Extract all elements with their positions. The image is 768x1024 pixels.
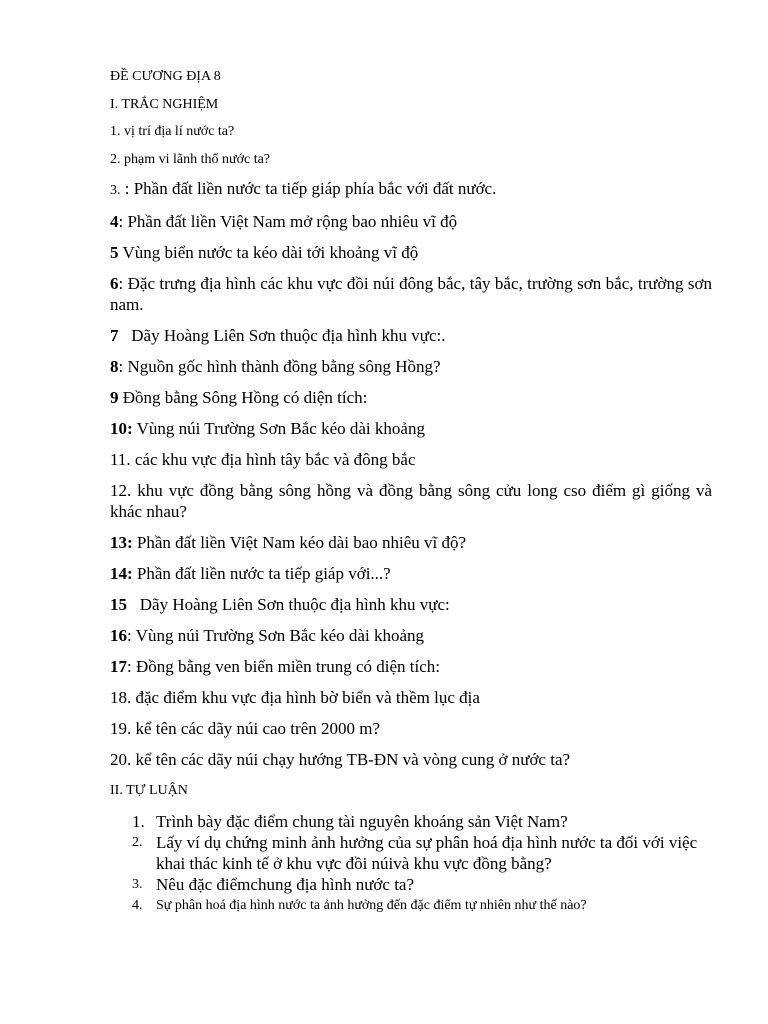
section-heading-essay: II. TỰ LUẬN <box>110 783 188 798</box>
question-6 <box>110 273 712 315</box>
essay-number: 4. <box>132 898 143 913</box>
question-number: 1. <box>110 124 121 139</box>
question-number: 20. <box>110 750 132 769</box>
question-10 <box>110 418 712 439</box>
question-7 <box>110 325 712 346</box>
question-number: 5 <box>110 243 119 262</box>
question-11 <box>110 449 712 470</box>
question-text: Phần đất liền nước ta tiếp giáp với...? <box>132 564 391 583</box>
section-heading-multiple-choice: I. TRẮC NGHIỆM <box>110 97 219 112</box>
question-14 <box>110 563 712 584</box>
question-20 <box>110 749 712 770</box>
question-number: 13: <box>110 533 133 552</box>
question-number: 4 <box>110 212 119 231</box>
essay-item-1 <box>110 811 712 832</box>
question-8 <box>110 356 712 377</box>
question-number: 6 <box>110 274 119 293</box>
question-18 <box>110 687 712 708</box>
question-text: Dãy Hoàng Liên Sơn thuộc địa hình khu vực: <box>127 595 450 614</box>
question-12 <box>110 480 712 522</box>
essay-number: 3. <box>132 877 143 892</box>
question-text: Phần đất liền Việt Nam kéo dài bao nhiêu vĩ độ? <box>132 533 467 552</box>
essay-text: Nêu đặc điểmchung địa hình nước ta? <box>156 875 415 894</box>
question-text: Vùng núi Trường Sơn Bắc kéo dài khoảng <box>132 419 425 438</box>
question-number: 10: <box>110 419 133 438</box>
question-13 <box>110 532 712 553</box>
question-text: Dãy Hoàng Liên Sơn thuộc địa hình khu vực:. <box>118 326 446 345</box>
question-9 <box>110 387 712 408</box>
question-number: 9 <box>110 388 119 407</box>
document-page <box>110 66 712 916</box>
question-text: khu vực đồng bằng sông hồng và đồng bằng sông cửu long cso điểm gì giống và khác nhau? <box>110 481 712 521</box>
essay-item-3 <box>110 874 712 895</box>
essay-item-2 <box>110 832 712 874</box>
question-15 <box>110 594 712 615</box>
question-16 <box>110 625 712 646</box>
question-text: Vùng biển nước ta kéo dài tới khoảng vĩ độ <box>118 243 419 262</box>
question-text: vị trí địa lí nước ta? <box>120 124 235 139</box>
question-number: 11. <box>110 450 131 469</box>
question-1 <box>110 121 712 142</box>
question-text: : Đặc trưng địa hình các khu vực đồi núi đông bắc, tây bắc, trường sơn bắc, trường sơn nam. <box>110 274 712 314</box>
question-number: 19. <box>110 719 132 738</box>
question-number: 7 <box>110 326 119 345</box>
question-text: : Đồng bằng ven biển miền trung có diện tích: <box>127 657 441 676</box>
question-text: : Nguồn gốc hình thành đồng bằng sông Hồng? <box>118 357 441 376</box>
essay-number: 1. <box>132 812 145 831</box>
question-number: 8 <box>110 357 119 376</box>
question-number: 12. <box>110 481 132 500</box>
question-17 <box>110 656 712 677</box>
question-text: phạm vi lãnh thổ nước ta? <box>120 152 271 167</box>
question-4 <box>110 211 712 232</box>
question-text: : Vùng núi Trường Sơn Bắc kéo dài khoảng <box>127 626 424 645</box>
question-3 <box>110 178 712 201</box>
question-number: 18. <box>110 688 132 707</box>
question-5 <box>110 242 712 263</box>
question-19 <box>110 718 712 739</box>
question-number: 16 <box>110 626 127 645</box>
essay-item-4 <box>110 895 712 916</box>
question-number: 14: <box>110 564 133 583</box>
essay-number: 2. <box>132 835 143 850</box>
document-title: ĐỀ CƯƠNG ĐỊA 8 <box>110 69 221 84</box>
question-text: các khu vực địa hình tây bắc và đông bắc <box>130 450 416 469</box>
question-2 <box>110 149 712 170</box>
essay-text: Trình bày đặc điểm chung tài nguyên khoáng sản Việt Nam? <box>156 812 568 831</box>
question-number: 3. <box>110 183 121 198</box>
essay-text: Sự phân hoá địa hình nước ta ảnh hưởng đến đặc điểm tự nhiên như thế nào? <box>156 898 587 913</box>
question-text: kể tên các dãy núi cao trên 2000 m? <box>131 719 381 738</box>
question-number: 17 <box>110 657 127 676</box>
essay-list <box>110 811 712 916</box>
question-text: : Phần đất liền Việt Nam mở rộng bao nhiêu vĩ độ <box>118 212 458 231</box>
question-text: kể tên các dãy núi chạy hướng TB-ĐN và vòng cung ở nước ta? <box>131 750 571 769</box>
question-text: đặc điểm khu vực địa hình bờ biển và thềm lục địa <box>131 688 480 707</box>
question-text: : Phần đất liền nước ta tiếp giáp phía bắc với đất nước. <box>120 179 497 198</box>
question-number: 15 <box>110 595 127 614</box>
question-number: 2. <box>110 152 121 167</box>
question-text: Đồng bằng Sông Hồng có diện tích: <box>118 388 368 407</box>
essay-text: Lấy ví dụ chứng minh ảnh hưởng của sự phân hoá địa hình nước ta đối với việc khai thác kinh tế ở khu vực đồi núivà khu vực đồng bằng? <box>156 833 698 873</box>
